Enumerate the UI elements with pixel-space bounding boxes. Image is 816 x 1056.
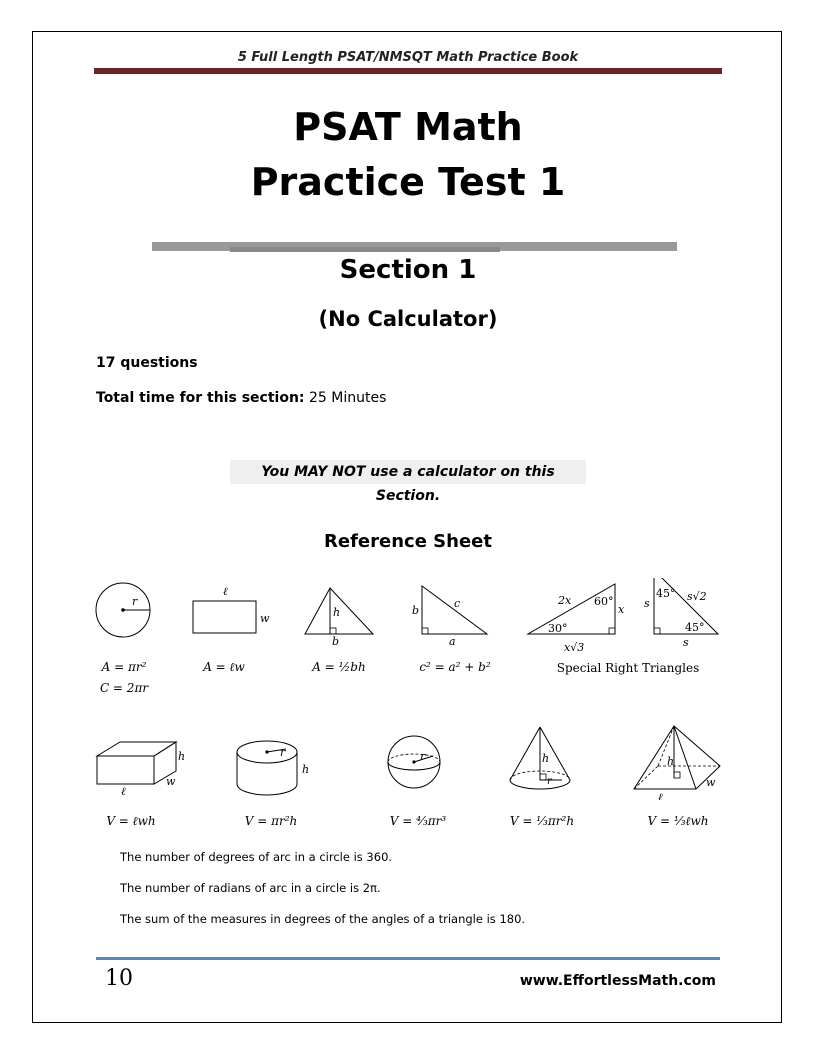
circle-r-label: r: [132, 595, 138, 608]
fact-radians: The number of radians of arc in a circle is 2π.: [120, 881, 381, 895]
calculator-note: You MAY NOT use a calculator on this Section.: [230, 460, 586, 484]
cyl-h-label: h: [302, 763, 310, 776]
cyl-r-label: r: [280, 746, 286, 759]
box-figure: [97, 742, 185, 798]
reference-figures-row-2: [90, 722, 730, 800]
section-subtitle: (No Calculator): [318, 307, 498, 331]
pyramid-volume-formula: V = ⅓ℓwh: [647, 814, 709, 828]
reference-figures-row-1: [90, 578, 730, 658]
sphere-figure: [388, 736, 440, 788]
tri45-s1-label: s: [644, 597, 650, 610]
tri3060-hyp-label: 2x: [558, 594, 572, 607]
website-link[interactable]: www.EffortlessMath.com: [519, 973, 716, 989]
rect-w-label: w: [260, 612, 270, 625]
pyr-l-label: ℓ: [658, 791, 663, 800]
box-w-label: w: [166, 775, 176, 788]
section-title: Section 1: [339, 255, 477, 285]
tri3060-30-label: 30°: [548, 622, 568, 635]
circle-circumference-formula: C = 2πr: [99, 681, 149, 695]
circle-figure: [96, 583, 150, 637]
sphere-r-label: r: [420, 750, 426, 763]
triangle-45-45-90-figure: [644, 578, 718, 649]
pyr-w-label: w: [706, 776, 716, 789]
triangle-area-formula: A = ½bh: [312, 660, 366, 674]
title-line-1: PSAT Math: [293, 105, 523, 149]
cylinder-figure: [237, 741, 309, 795]
page-title: [0, 100, 816, 210]
rect-l-label: ℓ: [223, 585, 228, 598]
header-rule: [94, 68, 722, 74]
cylinder-volume-formula: V = πr²h: [244, 814, 298, 828]
pyr-h-label: h: [667, 755, 675, 768]
footer-rule: [96, 957, 720, 960]
tri3060-base-label: x√3: [564, 641, 585, 654]
cone-r-label: r: [547, 776, 552, 787]
pyramid-figure: [634, 726, 720, 800]
circle-area-formula: A = πr²: [101, 660, 147, 674]
fact-triangle-sum: The sum of the measures in degrees of the angles of a triangle is 180.: [120, 912, 526, 926]
page-number: 10: [105, 966, 133, 991]
cone-figure: [510, 727, 570, 789]
reference-heading: Reference Sheet: [324, 531, 492, 552]
box-volume-formula: V = ℓwh: [106, 814, 156, 828]
right-a-label: a: [449, 635, 456, 648]
right-c-label: c: [454, 597, 461, 610]
tri3060-60-label: 60°: [594, 595, 614, 608]
time-label: Total time for this section:: [96, 390, 305, 406]
tri45-45a-label: 45°: [656, 587, 676, 600]
cone-volume-formula: V = ⅓πr²h: [509, 814, 575, 828]
triangle-30-60-90-figure: [528, 584, 625, 654]
tri-h-label: h: [333, 606, 341, 619]
fact-degrees: The number of degrees of arc in a circle is 360.: [120, 850, 393, 864]
time-line: [96, 390, 386, 406]
time-value: 25 Minutes: [308, 390, 387, 406]
right-triangle-figure: [412, 586, 487, 648]
tri-b-label: b: [332, 635, 340, 648]
box-l-label: ℓ: [121, 785, 126, 798]
right-b-label: b: [412, 604, 420, 617]
tri45-hyp-label: s√2: [687, 590, 707, 603]
rectangle-figure: [193, 585, 270, 633]
tri3060-x-label: x: [618, 603, 625, 616]
divider-bar-shadow: [230, 247, 500, 252]
question-count: 17 questions: [96, 355, 198, 371]
book-title: 5 Full Length PSAT/NMSQT Math Practice Book: [237, 50, 579, 65]
title-line-2: Practice Test 1: [250, 160, 566, 204]
rect-area-formula: A = ℓw: [203, 660, 245, 674]
tri45-s2-label: s: [683, 636, 689, 649]
tri45-45b-label: 45°: [685, 621, 705, 634]
pythagorean-formula: c² = a² + b²: [419, 660, 491, 674]
cone-h-label: h: [542, 752, 550, 765]
sphere-volume-formula: V = ⁴⁄₃πr³: [389, 814, 447, 828]
special-triangles-label: Special Right Triangles: [556, 661, 700, 675]
triangle-figure: [305, 588, 373, 648]
box-h-label: h: [178, 750, 186, 763]
